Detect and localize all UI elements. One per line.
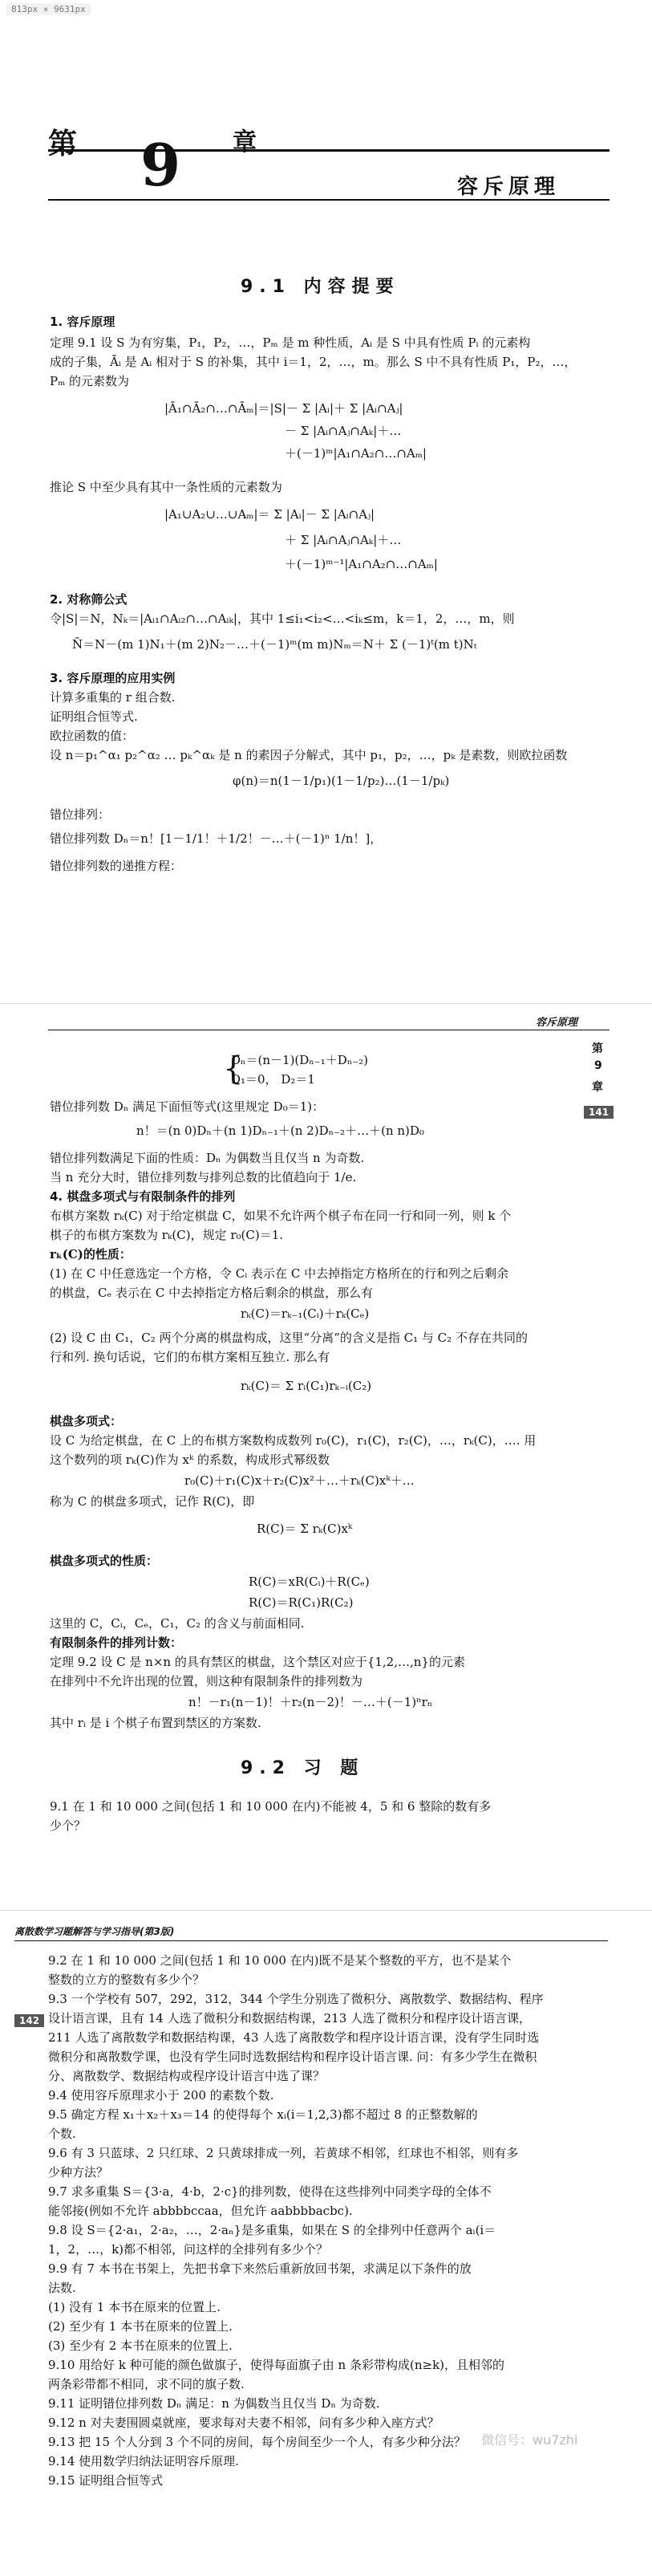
exercise-9-3-line5: 分、离散数学、数据结构或程序设计语言中选了课？ xyxy=(48,2069,326,2083)
left-brace: { xyxy=(223,1050,244,1087)
app-identities: 证明组合恒等式. xyxy=(50,709,138,724)
rook-poly-line3: 称为 C 的棋盘多项式，记作 R(C)，即 xyxy=(50,1494,255,1509)
rook-poly-prop-heading: 棋盘多项式的性质： xyxy=(50,1554,159,1568)
exercise-9-9-part1: (1) 没有 1 本书在原来的位置上. xyxy=(48,2300,221,2314)
exercise-9-12: 9.12 n 对夫妻围圆桌就座，要求每对夫妻不相邻，问有多少种入座方式？ xyxy=(48,2416,439,2430)
exercise-9-9-line2: 法数. xyxy=(48,2281,76,2295)
recurrence-line1: Dₙ＝(n－1)(Dₙ₋₁＋Dₙ₋₂) xyxy=(231,1053,369,1067)
exercise-9-3-line4: 微积分和离散数学课，也没有学生同时选数据结构和程序设计语言课. 问：有多少学生在微积 xyxy=(48,2050,537,2064)
heading-inclusion-exclusion: 1. 容斥原理 xyxy=(50,315,115,329)
rook-poly-line2: 这个数列的项 rₖ(C)作为 xᵏ 的系数，构成形式幂级数 xyxy=(50,1453,330,1467)
heading-sieve: 2. 对称筛公式 xyxy=(50,592,128,607)
theorem-9-2-line2: 在排列中不允许出现的位置，则这种有限制条件的排列数为 xyxy=(50,1674,363,1688)
exercise-9-8-line1: 9.8 设 S＝{2·a₁，2·a₂，…，2·aₙ}是多重集，如果在 S 的全排列中任意两个 aᵢ(i＝ xyxy=(48,2223,496,2237)
rook-def-line1: 布棋方案数 rₖ(C) 对于给定棋盘 C，如果不允许两个棋子布在同一行和同一列，则 k 个 xyxy=(50,1209,512,1223)
rook-properties-heading: rₖ(C)的性质： xyxy=(50,1247,132,1262)
rook-prop1-line2: 的棋盘，Cₑ 表示在 C 中去掉指定方格后剩余的棋盘，那么有 xyxy=(50,1286,374,1300)
theorem-9-2-line1: 定理 9.2 设 C 是 n×n 的具有禁区的棋盘，这个禁区对应于{1,2,…,n}的元素 xyxy=(50,1655,465,1669)
formula-restricted: n！－r₁(n－1)！＋r₂(n－2)！－…＋(－1)ⁿrₙ xyxy=(188,1695,433,1709)
euler-definition: 设 n＝p₁^α₁ p₂^α₂ … pₖ^αₖ 是 n 的素因子分解式，其中 p₁，p₂，…，pₖ 是素数，则欧拉函数 xyxy=(50,748,568,762)
derangement-recurrence-heading: 错位排列数的递推方程： xyxy=(50,859,183,873)
chapter-title: 容斥原理 xyxy=(457,175,561,199)
running-header-rule-2 xyxy=(14,1940,608,1941)
formula-2-line3: ＋(－1)ᵐ⁻¹|A₁∩A₂∩…∩Aₘ| xyxy=(285,557,438,571)
rook-poly-line1: 设 C 为给定棋盘，在 C 上的布棋方案数构成数列 r₀(C)，r₁(C)，r₂(C)，…，rₖ(C)，…. 用 xyxy=(50,1433,537,1448)
formula-2-line2: ＋ Σ |Aᵢ∩Aⱼ∩Aₖ|＋… xyxy=(285,533,402,547)
exercise-9-2-line1: 9.2 在 1 和 10 000 之间(包括 1 和 10 000 在内)既不是某个整数的平方，也不是某个 xyxy=(48,1953,512,1968)
exercise-9-9-part2: (2) 至少有 1 本书在原来的位置上. xyxy=(48,2319,233,2334)
formula-rook-1: rₖ(C)＝rₖ₋₁(Cᵢ)＋rₖ(Cₑ) xyxy=(241,1306,370,1321)
formula-2-line1: |A₁∪A₂∪…∪Aₘ|＝ Σ |Aᵢ|－ Σ |Aᵢ∩Aⱼ| xyxy=(164,507,375,522)
exercise-9-9-part3: (3) 至少有 2 本书在原来的位置上. xyxy=(48,2338,233,2353)
notation-note: 这里的 C，Cᵢ，Cₑ，C₁，C₂ 的含义与前面相同. xyxy=(50,1616,305,1631)
exercise-9-8-line2: 1，2，…，k)都不相邻，问这样的全排列有多少个？ xyxy=(48,2242,329,2257)
running-header-right: 容斥原理 xyxy=(536,1017,578,1029)
exercise-9-15: 9.15 证明组合恒等式 xyxy=(48,2473,164,2488)
exercise-9-11: 9.11 证明错位排列数 Dₙ 满足：n 为偶数当且仅当 Dₙ 为奇数. xyxy=(48,2396,380,2411)
formula-series: r₀(C)＋r₁(C)x＋r₂(C)x²＋…＋rₖ(C)xᵏ＋… xyxy=(184,1473,415,1488)
formula-1-line2: － Σ |Aᵢ∩Aⱼ∩Aₖ|＋… xyxy=(285,424,402,438)
exercise-9-4: 9.4 使用容斥原理求小于 200 的素数个数. xyxy=(48,2088,274,2103)
header-top-rule xyxy=(48,149,609,152)
page-number-141: 141 xyxy=(584,1106,614,1119)
identity-intro: 错位排列数 Dₙ 满足下面恒等式(这里规定 D₀＝1)： xyxy=(50,1099,325,1114)
section-9-1-title: 9.1 内容提要 xyxy=(241,277,400,297)
chapter-number: 9 xyxy=(140,131,181,199)
formula-R: R(C)＝ Σ rₖ(C)xᵏ xyxy=(257,1522,353,1536)
page-break-2 xyxy=(0,1910,652,1911)
app-euler: 欧拉函数的值： xyxy=(50,729,135,743)
page-number-142: 142 xyxy=(14,2014,44,2027)
formula-rook-2: rₖ(C)＝ Σ rᵢ(C₁)rₖ₋ᵢ(C₂) xyxy=(241,1379,372,1393)
side-tab-di: 第 xyxy=(592,1042,603,1055)
theorem-9-1-line1: 定理 9.1 设 S 为有穷集，P₁，P₂，…，Pₘ 是 m 种性质，Aᵢ 是 S 中具有性质 Pᵢ 的元素构 xyxy=(50,335,531,350)
exercise-9-3-line1: 9.3 一个学校有 507，292，312，344 个学生分别选了微积分、离散数学、数据结构、程序 xyxy=(48,1992,544,2006)
exercise-9-5-line2: 个数. xyxy=(48,2127,76,2141)
side-tab-zhang: 章 xyxy=(592,1081,603,1094)
rook-prop1-line1: (1) 在 C 中任意选定一个方格，令 Cᵢ 表示在 C 中去掉指定方格所在的行和列之后剩余 xyxy=(50,1266,509,1281)
derangement-heading: 错位排列： xyxy=(50,807,111,822)
exercise-9-2-line2: 整数的立方的整数有多少个？ xyxy=(48,1973,205,1987)
sieve-text: 令|S|＝N，Nₖ＝|Aᵢ₁∩Aᵢ₂∩…∩Aᵢₖ|，其中 1≤i₁<i₂<…<iₖ≤m，k＝1，2，…，m，则 xyxy=(50,611,515,626)
recurrence-line2: D₁＝0， D₂＝1 xyxy=(231,1072,315,1087)
rook-def-line2: 棋子的布棋方案数为 rₖ(C)，规定 r₀(C)＝1. xyxy=(50,1228,284,1242)
exercise-9-7-line2: 能邻接(例如不允许 abbbbccaa，但允许 aabbbbacbc). xyxy=(48,2204,353,2218)
theorem-9-1-line3: Pₘ 的元素数为 xyxy=(50,374,130,388)
exercise-9-6-line1: 9.6 有 3 只蓝球、2 只红球、2 只黄球排成一列，若黄球不相邻，红球也不相邻，则有多 xyxy=(48,2146,519,2160)
exercise-9-5-line1: 9.5 确定方程 x₁＋x₂＋x₃＝14 的使得每个 xᵢ(i＝1,2,3)都不超过 8 的正整数解的 xyxy=(48,2107,478,2122)
exercise-9-10-line2: 两条彩带都不相同，求不同的旗子数. xyxy=(48,2377,245,2391)
limit-property: 当 n 充分大时，错位排列数与排列总数的比值趋向于 1/e. xyxy=(50,1170,357,1184)
formula-1-line3: ＋(－1)ᵐ|A₁∩A₂∩…∩Aₘ| xyxy=(285,446,427,461)
parity-property: 错位排列数满足下面的性质：Dₙ 为偶数当且仅当 n 为奇数. xyxy=(50,1151,365,1165)
exercise-9-9-line1: 9.9 有 7 本书在书架上，先把书拿下来然后重新放回书架，求满足以下条件的放 xyxy=(48,2261,472,2276)
formula-identity: n！＝(n 0)Dₙ＋(n 1)Dₙ₋₁＋(n 2)Dₙ₋₂＋…＋(n n)D₀ xyxy=(136,1123,424,1138)
theorem-9-1-line2: 成的子集，Āᵢ 是 Aᵢ 相对于 S 的补集，其中 i＝1，2，…，m。那么 S 中不具有性质 P₁，P₂，…， xyxy=(50,355,577,369)
app-multiset: 计算多重集的 r 组合数. xyxy=(50,690,176,705)
chapter-zhang: 章 xyxy=(233,128,257,156)
formula-R-prop1: R(C)＝xR(Cᵢ)＋R(Cₑ) xyxy=(249,1574,370,1589)
formula-euler: φ(n)＝n(1－1/p₁)(1－1/p₂)…(1－1/pₖ) xyxy=(233,774,450,788)
heading-rook-polynomial: 4. 棋盘多项式与有限制条件的排列 xyxy=(50,1189,236,1204)
formula-1-line1: |Ā₁∩Ā₂∩…∩Āₘ|＝|S|－ Σ |Aᵢ|＋ Σ |Aᵢ∩Aⱼ| xyxy=(164,401,403,416)
exercise-9-3-line2: 设计语言课，且有 14 人选了微积分和数据结构课，213 人选了微积分和程序设计语言课， xyxy=(48,2011,532,2025)
watermark: 微信号：wu7zhi xyxy=(481,2432,578,2448)
rook-prop2-line1: (2) 设 C 由 C₁，C₂ 两个分离的棋盘构成，这里“分离”的含义是指 C₁ 与 C₂ 不存在共同的 xyxy=(50,1331,528,1345)
chapter-di: 第 xyxy=(48,128,78,160)
page-break-1 xyxy=(0,1003,652,1004)
exercise-9-10-line1: 9.10 用给好 k 种可能的颜色做旗子，使得每面旗子由 n 条彩带构成(n≥k)，且相邻的 xyxy=(48,2358,505,2372)
derangement-formula: 错位排列数 Dₙ＝n！[1－1/1！＋1/2！－…＋(－1)ⁿ 1/n！]， xyxy=(50,831,383,846)
exercise-9-13: 9.13 把 15 个人分到 3 个不同的房间，每个房间至少一个人，有多少种分法？ xyxy=(48,2435,466,2449)
rook-prop2-line2: 行和列. 换句话说，它们的布棋方案相互独立. 那么有 xyxy=(50,1350,330,1364)
running-header-left: 离散数学习题解答与学习指导(第3版) xyxy=(14,1926,175,1937)
corollary-line: 推论 S 中至少具有其中一条性质的元素数为 xyxy=(50,480,282,494)
formula-sieve: N̄＝N－(m 1)N₁＋(m 2)N₂－…＋(－1)ᵐ(m m)Nₘ＝N＋ Σ (－1)ᵗ(m t)Nₜ xyxy=(72,637,477,652)
dimension-label: 813px × 9631px xyxy=(6,3,91,15)
exercise-9-7-line1: 9.7 求多重集 S＝{3·a，4·b，2·c}的排列数，使得在这些排列中同类字母的全体不 xyxy=(48,2184,492,2199)
formula-R-prop2: R(C)＝R(C₁)R(C₂) xyxy=(249,1595,354,1610)
exercise-9-14: 9.14 使用数学归纳法证明容斥原理. xyxy=(48,2454,239,2468)
rook-poly-heading: 棋盘多项式： xyxy=(50,1414,123,1428)
exercise-9-3-line3: 211 人选了离散数学和数据结构课，43 人选了离散数学和程序设计语言课，没有学生同时选 xyxy=(48,2030,540,2045)
side-tab-num: 9 xyxy=(594,1059,602,1072)
exercise-9-1-line1: 9.1 在 1 和 10 000 之间(包括 1 和 10 000 在内)不能被 4，5 和 6 整除的数有多 xyxy=(50,1799,492,1814)
exercise-9-1-line2: 少个？ xyxy=(50,1818,87,1833)
restricted-note: 其中 rᵢ 是 i 个棋子布置到禁区的方案数. xyxy=(50,1716,261,1730)
exercise-9-6-line2: 少种方法？ xyxy=(48,2165,109,2180)
section-9-2-title: 9.2 习 题 xyxy=(241,1758,365,1778)
heading-applications: 3. 容斥原理的应用实例 xyxy=(50,671,176,685)
restricted-perm-heading: 有限制条件的排列计数： xyxy=(50,1635,183,1650)
